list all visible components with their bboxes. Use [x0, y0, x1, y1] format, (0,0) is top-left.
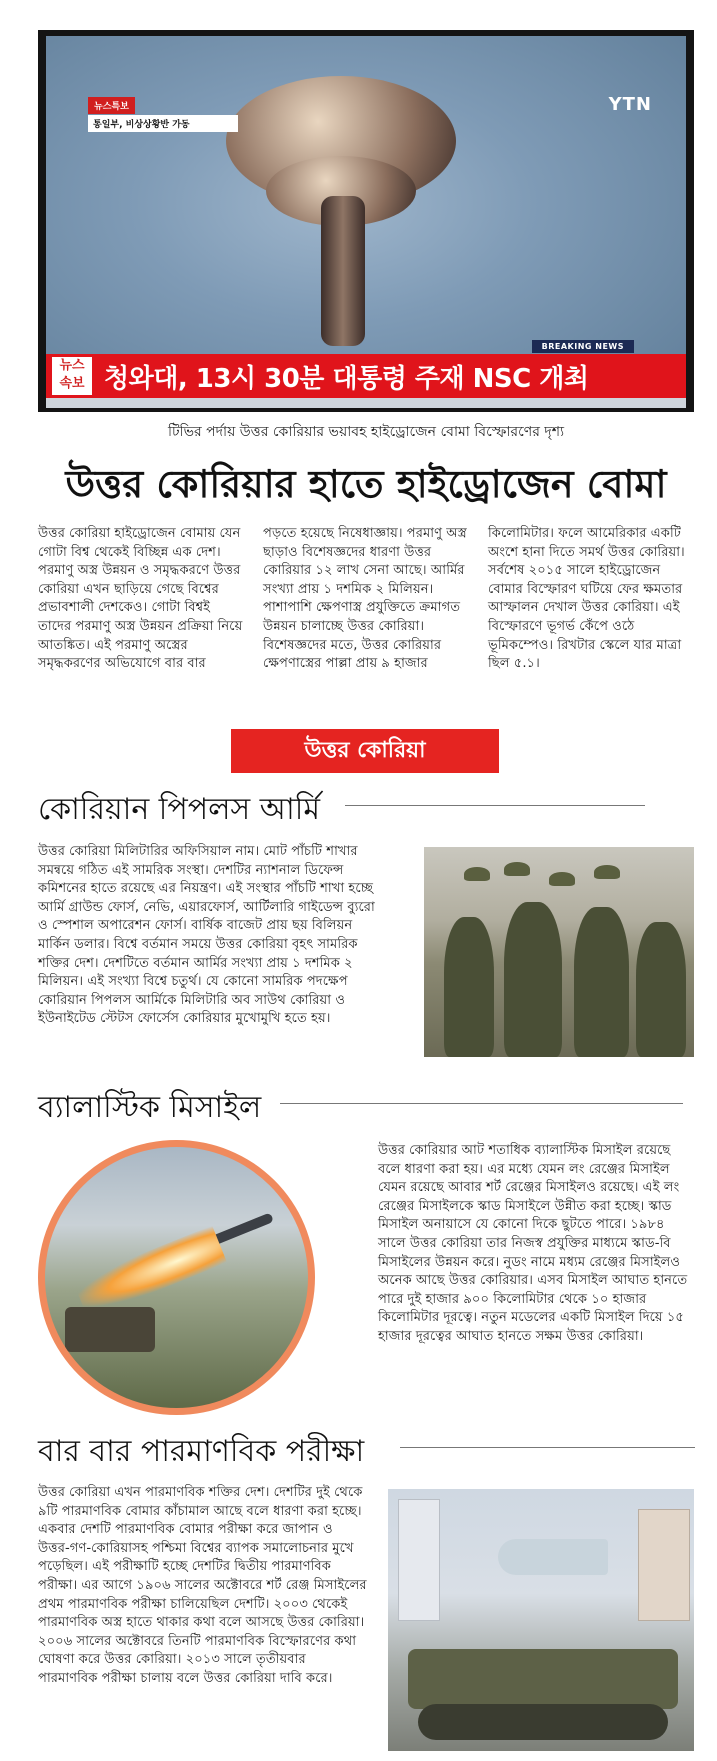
- soldier-figure: [504, 902, 562, 1057]
- flash-subtitle: 통일부, 비상상황반 가동: [88, 115, 238, 132]
- intro-column-3: কিলোমিটার। ফলে আমেরিকার একটি অংশে হানা দিতে সমর্থ উত্তর কোরিয়া। সর্বশেষ ২০১৫ সালে হাইড্রোজেন বোমার বিস্ফোরণ ঘটিয়ে ফের ক্ষমতার আস্ফালন দেখাল উত্তর কোরিয়া। এই বিস্ফোরণে ভূগর্ভ কেঁপে ওঠে ভূমিকম্পেও। রিখটার স্কেলে যার মাত্রা ছিল ৫.১।: [488, 526, 685, 672]
- section-body-missile: উত্তর কোরিয়ার আট শতাধিক ব্যালাস্টিক মিসাইল রয়েছে বলে ধারণা করা হয়। এর মধ্যে যেমন লং রেঞ্জের মিসাইল যেমন রয়েছে আবার শর্ট রেঞ্জের মিসাইলও রয়েছে। এই লং রেঞ্জের মিসাইলকে স্কাড মিসাইলে উন্নীত করা হচ্ছে। স্কাড মিসাইল অনায়াসে যে কোনো দিকে ছুটতে পারে। ১৯৮৪ সালে উত্তর কোরিয়া তার নিজস্ব প্রযুক্তির মাধ্যমে স্কাড-বি মিসাইলের উন্নয়ন করে। নুডং নামে মধ্যম রেঞ্জের মিসাইলও অনেক আছে উত্তর কোরিয়ার। এসব মিসাইল আঘাত হানতে পারে দুই হাজার ৯০০ কিলোমিটার থেকে ১০ হাজার কিলোমিটার দূরত্বে। নতুন মডেলের একটি মিসাইল দিয়ে ১৫ হাজার দূরত্বের আঘাত হানতে সক্ষম উত্তর কোরিয়া।: [378, 1143, 688, 1344]
- tv-screen: [46, 36, 686, 408]
- building-shape: [638, 1509, 690, 1621]
- intro-column-2: পড়তে হয়েছে নিষেধাজ্ঞায়। পরমাণু অস্ত্র ছাড়াও বিশেষজ্ঞদের ধারণা উত্তর কোরিয়ার ১২ লাখ সেনা আছে। আর্মির সংখ্যা প্রায় ১ দশমিক ২ মিলিয়ন। পাশাপাশি ক্ষেপণাস্ত্র প্রযুক্তিতে ক্রমাগত উন্নয়ন চালাচ্ছে উত্তর কোরিয়া। বিশেষজ্ঞদের মতে, উত্তর কোরিয়ার ক্ষেপণাস্ত্রের পাল্লা প্রায় ৯ হাজার: [263, 526, 467, 672]
- helmet-shape: [594, 865, 620, 879]
- breaking-news-tag: BREAKING NEWS: [532, 340, 634, 353]
- section-title-nuclear: বার বার পারমাণবিক পরীক্ষা: [38, 1427, 380, 1478]
- flash-tag: 뉴스특보: [88, 97, 135, 114]
- news-flash-label: [88, 94, 238, 132]
- soldiers-photo: [424, 847, 694, 1057]
- news-ticker: [46, 354, 686, 398]
- launcher-vehicle: [65, 1307, 155, 1352]
- section-rule: [400, 1447, 695, 1448]
- helmet-shape: [549, 872, 575, 886]
- section-title-army: কোরিয়ান পিপলস আর্মি: [38, 785, 336, 836]
- tank-tracks: [418, 1704, 668, 1740]
- ticker-subbar: [46, 398, 686, 408]
- section-rule: [345, 805, 645, 806]
- mushroom-cloud-stem: [321, 196, 365, 346]
- rocket-flame: [73, 1225, 227, 1318]
- ticker-tag: 뉴스 속보: [52, 357, 92, 395]
- rocket-launch-photo: [38, 1140, 315, 1415]
- soldier-figure: [444, 917, 494, 1057]
- helmet-shape: [464, 867, 490, 881]
- helmet-shape: [504, 862, 530, 876]
- hero-tv-photo: [38, 30, 694, 412]
- building-shape: [398, 1499, 440, 1621]
- section-body-nuclear: উত্তর কোরিয়া এখন পারমাণবিক শক্তির দেশ। দেশটির দুই থেকে ৯টি পারমাণবিক বোমার কাঁচামাল আছে বলে ধারণা করা হচ্ছে। একবার দেশটি পারমাণবিক বোমার পরীক্ষা করে জাপান ও উত্তর-গণ-কোরিয়াসহ পশ্চিমা বিশ্বের ব্যাপক সমালোচনার মুখে পড়েছিল। এই পরীক্ষাটি হচ্ছে দেশটির দ্বিতীয় পারমাণবিক পরীক্ষা। এর আগে ১৯০৬ সালের অক্টোবরে শর্ট রেঞ্জ মিসাইলের প্রথম পারমাণবিক পরীক্ষা চালিয়েছিল দেশটি। ২০০৩ থেকেই পারমাণবিক অস্ত্র হাতে থাকার কথা বলে আসছে উত্তর কোরিয়া। ২০০৬ সালের অক্টোবরে তিনটি পারমাণবিক বিস্ফোরণের কথা ঘোষণা করে উত্তর কোরিয়া। ২০১৩ সালে তৃতীয়বার পারমাণবিক পরীক্ষা চালায় বলে উত্তর কোরিয়া দাবি করে।: [38, 1485, 367, 1686]
- photo-caption: টিভির পর্দায় উত্তর কোরিয়ার ভয়াবহ হাইড্রোজেন বোমা বিস্ফোরণের দৃশ্য: [167, 424, 565, 440]
- missile-vehicle-photo: [388, 1489, 694, 1751]
- missile-shape: [498, 1539, 608, 1575]
- section-body-army: উত্তর কোরিয়া মিলিটারির অফিসিয়াল নাম। মোট পাঁচটি শাখার সমন্বয়ে গঠিত এই সামরিক সংস্থা। দেশটির ন্যাশনাল ডিফেন্স কমিশনের হাতে রয়েছে এর নিয়ন্ত্রণ। এই সংস্থার পাঁচটি শাখা হচ্ছে আর্মি গ্রাউন্ড ফোর্স, নেভি, এয়ারফোর্স, আর্টিলারি গাইডেন্স ব্যুরো ও স্পেশাল অপারেশন ফোর্স। বার্ষিক বাজেট প্রায় ছয় বিলিয়ন মার্কিন ডলার। বিশ্বে বর্তমান সময়ে উত্তর কোরিয়া বৃহৎ সামরিক শক্তির দেশ। দেশটিতে বর্তমান আর্মির সংখ্যা প্রায় ১ দশমিক ২ মিলিয়ন। এই সংখ্যা বিশ্বে চতুর্থ। যে কোনো সামরিক পদক্ষেপ কোরিয়ান পিপলস আর্মিকে মিলিটারি অব সাউথ কোরিয়া ও ইউনাইটেড স্টেটস ফোর্সেস কোরিয়ার মুখোমুখি হতে হয়।: [38, 844, 375, 1027]
- soldier-figure: [636, 922, 686, 1057]
- tank-hull: [408, 1649, 678, 1709]
- ticker-headline: 청와대, 13시 30분 대통령 주재 NSC 개최: [104, 364, 589, 394]
- section-rule: [280, 1103, 683, 1104]
- intro-column-1: উত্তর কোরিয়া হাইড্রোজেন বোমায় যেন গোটা বিশ্ব থেকেই বিচ্ছিন্ন এক দেশ। পরমাণু অস্ত্র উন্নয়ন ও সমৃদ্ধকরণে উত্তর কোরিয়া এখন ছাড়িয়ে গেছে বিশ্বের প্রভাবশালী দেশকেও। গোটা বিশ্বই তাদের পরমাণু অস্ত্র উন্নয়ন প্রক্রিয়া নিয়ে আতঙ্কিত। এই পরমাণু অস্ত্রের সমৃদ্ধকরণের অভিযোগে বার বার: [38, 526, 243, 672]
- soldier-figure: [574, 907, 629, 1057]
- page-headline: উত্তর কোরিয়ার হাতে হাইড্রোজেন বোমা: [65, 461, 667, 506]
- broadcaster-logo: YTN: [608, 94, 652, 115]
- section-banner: উত্তর কোরিয়া: [231, 729, 499, 773]
- section-title-missile: ব্যালাস্টিক মিসাইল: [38, 1083, 277, 1134]
